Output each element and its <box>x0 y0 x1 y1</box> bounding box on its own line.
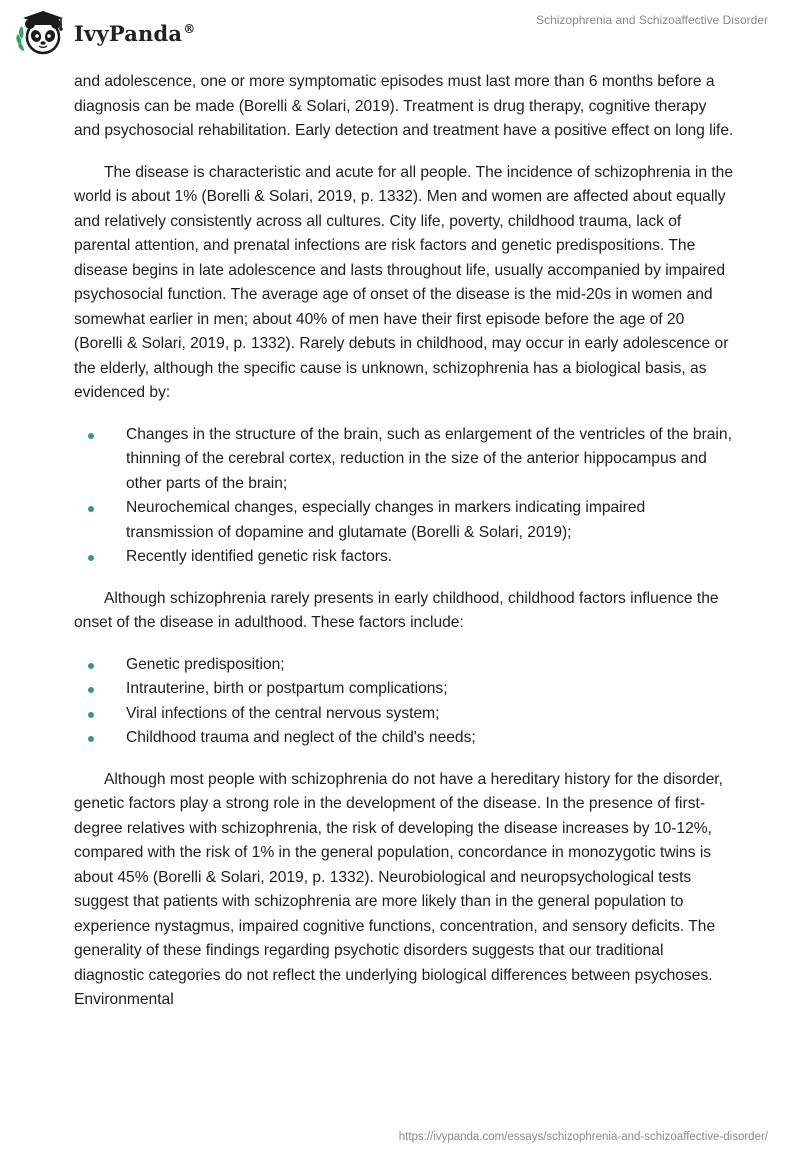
paragraph-4: Although most people with schizophrenia do not have a hereditary history for the disorder, genetic factors play a strong role in the development of the disease. In the presence of first-degree relatives with schizophrenia, the risk of developing the disease increases by 10-12%, compared with the risk of 1% in the general population, concordance in monozygotic twins is about 45% (Borelli & Solari, 2019, p. 1332). Neurobiological and neuropsychological tests suggest that patients with schizophrenia are more likely than in the general population to experience nystagmus, impaired cognitive functions, concentration, and sensory deficits. The generality of these findings regarding psychotic disorders suggests that our traditional diagnostic categories do not reflect the underlying biological differences between psychoses. Environmental <box>74 770 723 1008</box>
essay-body <box>74 70 734 1030</box>
bullet-dot-icon <box>88 433 94 439</box>
list-item-text: Childhood trauma and neglect of the child's needs; <box>126 729 476 746</box>
bullet-dot-icon <box>88 663 94 669</box>
list-item <box>74 726 734 751</box>
bullet-dot-icon <box>88 687 94 693</box>
ivypanda-logo[interactable] <box>16 8 195 58</box>
list-item-text: Intrauterine, birth or postpartum complications; <box>126 680 448 697</box>
list-item-text: Genetic predisposition; <box>126 655 285 673</box>
source-url-link[interactable]: https://ivypanda.com/essays/schizophrenia-and-schizoaffective-disorder/ <box>398 1131 768 1143</box>
bullet-dot-icon <box>88 506 94 512</box>
document-title: Schizophrenia and Schizoaffective Disorder <box>536 13 768 27</box>
list-item <box>74 653 734 678</box>
childhood-factors-list <box>74 653 734 751</box>
registered-mark: ® <box>183 21 196 36</box>
list-item-text: Viral infections of the central nervous system; <box>126 704 440 722</box>
list-item <box>74 545 734 570</box>
list-item <box>74 677 734 702</box>
list-item-text: Recently identified genetic risk factors. <box>126 548 393 565</box>
bullet-dot-icon <box>88 555 94 561</box>
list-item <box>74 702 734 727</box>
paragraph-3: Although schizophrenia rarely presents in early childhood, childhood factors influence the onset of the disease in adulthood. These factors include: <box>74 589 719 631</box>
list-item <box>74 496 734 545</box>
brand-name: IvyPanda® <box>74 20 196 46</box>
paragraph-2: The disease is characteristic and acute for all people. The incidence of schizophrenia in the world is about 1% (Borelli & Solari, 2019, p. 1332). Men and women are affected about equally and relatively consistently across all cultures. City life, poverty, childhood trauma, lack of parental attention, and prenatal infections are risk factors and genetic predispositions. The disease begins in late adolescence and lasts throughout life, usually accompanied by impaired psychosocial function. The average age of onset of the disease is the mid-20s in women and somewhat earlier in men; about 40% of men have their first episode before the age of 20 (Borelli & Solari, 2019, p. 1332). Rarely debuts in childhood, may occur in early adolescence or the elderly, although the specific cause is unknown, schizophrenia has a biological basis, as evidenced by: <box>74 163 734 401</box>
biological-evidence-list <box>74 423 734 570</box>
panda-graduate-icon <box>16 9 68 57</box>
bullet-dot-icon <box>88 736 94 742</box>
list-item <box>74 423 734 497</box>
bullet-dot-icon <box>88 712 94 718</box>
list-item-text: Neurochemical changes, especially changes in markers indicating impaired transmission of dopamine and glutamate (Borelli & Solari, 2019); <box>126 499 646 541</box>
page-header <box>0 0 800 64</box>
paragraph-1: and adolescence, one or more symptomatic episodes must last more than 6 months before a diagnosis can be made (Borelli & Solari, 2019). Treatment is drug therapy, cognitive therapy and psychosocial rehabilitation. Early detection and treatment have a positive effect on long life. <box>74 73 734 139</box>
list-item-text: Changes in the structure of the brain, such as enlargement of the ventricles of the brain, thinning of the cerebral cortex, reduction in the size of the anterior hippocampus and other parts of the brain; <box>126 425 732 492</box>
